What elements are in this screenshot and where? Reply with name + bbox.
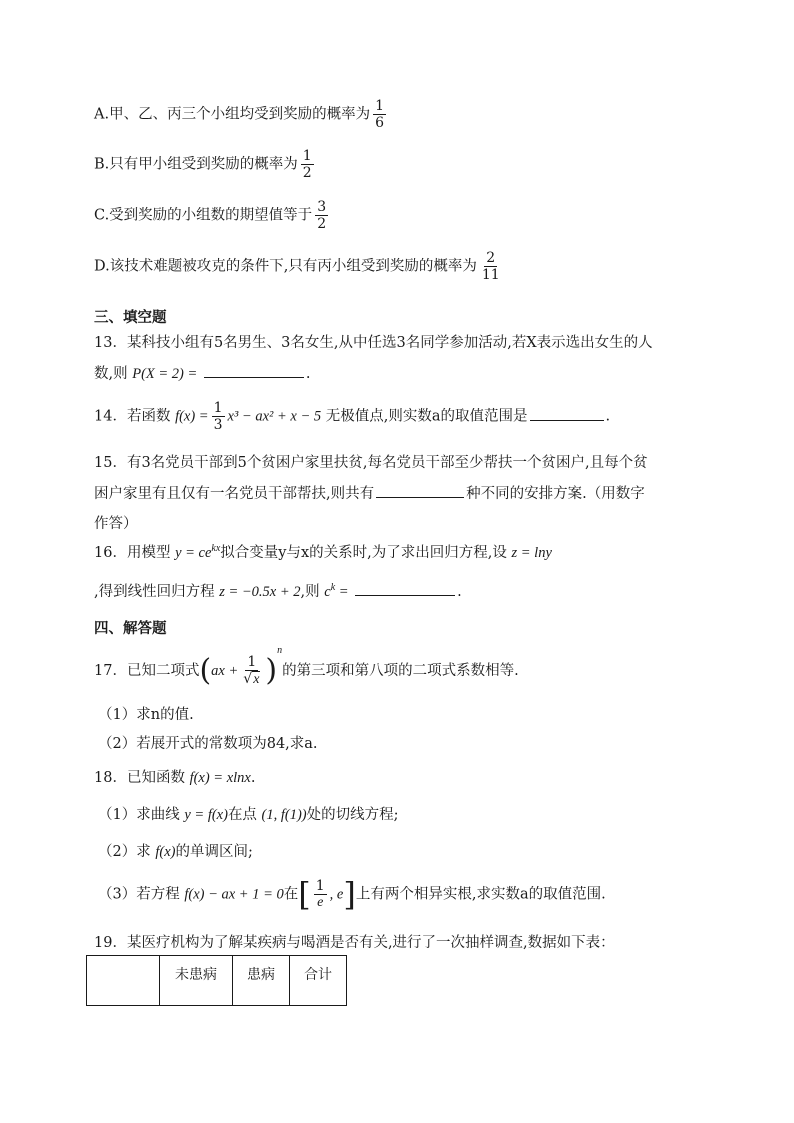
data-table: [86, 955, 347, 1006]
option-b-text: B.只有甲小组受到奖励的概率为: [94, 156, 298, 173]
math-expression: $y = ce^{kx}$: [175, 543, 221, 561]
table-header-cell: 患病: [233, 956, 290, 1006]
fraction: $\frac{2}{11}$: [481, 250, 500, 284]
section-heading-solutions: 四、解答题: [94, 621, 167, 637]
question-18-part-2: （2）求 f(x)的单调区间;: [98, 844, 253, 860]
option-d: [94, 250, 505, 283]
question-17: 17．已知二项式(ax + $\frac{1}{√x}$ )$^n$的第三项和第八项的二项式系数相等.: [94, 645, 519, 688]
question-19: 19．某医疗机构为了解某疾病与喝酒是否有关,进行了一次抽样调查,数据如下表：: [94, 935, 615, 951]
option-a-text: A.甲、乙、丙三个小组均受到奖励的概率为: [94, 106, 371, 123]
question-15-line-2: 困户家里有且仅有一名党员干部帮扶,则共有 种不同的安排方案.（用数字: [94, 482, 645, 503]
fraction: $\frac{1}{6}$: [375, 98, 385, 132]
option-a: [94, 98, 389, 131]
option-b: [94, 148, 317, 181]
question-16-line-2: ,得到线性回归方程 z = −0.5x + 2,则 $c^k$ = .: [94, 582, 462, 600]
fraction: $\frac{1}{√x}$: [243, 653, 260, 687]
option-c-text: C.受到奖励的小组数的期望值等于: [94, 207, 313, 224]
answer-blank[interactable]: [376, 483, 464, 498]
question-15-line-3: 作答）: [94, 516, 138, 532]
math-expression: P(X = 2) =: [132, 366, 198, 382]
table-header-cell: 合计: [290, 956, 347, 1006]
question-14: 14．若函数 f(x) = $\frac{1}{3}$ x³ − ax² + x − 5 无极值点,则实数a的取值范围是 .: [94, 400, 611, 434]
section-heading-fill-in: 三、填空题: [94, 310, 167, 326]
question-18-part-3: （3）若方程 f(x) − ax + 1 = 0在[ $\frac{1}{e}$ , e]上有两个相异实根,求实数a的取值范围.: [98, 875, 606, 914]
math-expression: x³ − ax² + x − 5: [227, 408, 322, 425]
question-13-line-1: 13．某科技小组有5名男生、3名女生,从中任选3名同学参加活动,若X表示选出女生的人: [94, 335, 653, 351]
question-13-line-2: 数,则 P(X = 2) = .: [94, 362, 311, 383]
option-d-text: D.该技术难题被攻克的条件下,只有丙小组受到奖励的概率为: [94, 258, 477, 275]
answer-blank[interactable]: [355, 581, 455, 596]
table-row: [87, 956, 347, 1006]
question-15-line-1: 15．有3名党员干部到5个贫困户家里扶贫,每名党员干部至少帮扶一个贫困户,且每个贫: [94, 455, 648, 471]
question-16-line-1: 16．用模型 $y = ce^{kx}$拟合变量y与x的关系时,为了求出回归方程,设 z = lny: [94, 543, 552, 561]
table-header-cell: 未患病: [160, 956, 233, 1006]
table-header-cell: [87, 956, 160, 1006]
fraction: $\frac{1}{e}$: [315, 878, 325, 911]
fraction: $\frac{1}{3}$: [213, 400, 223, 434]
question-17-part-1: （1）求n的值.: [98, 707, 194, 723]
answer-blank[interactable]: [204, 363, 304, 378]
question-18: 18．已知函数 f(x) = xlnx.: [94, 770, 256, 786]
question-17-part-2: （2）若展开式的常数项为84,求a.: [98, 736, 318, 752]
fraction: $\frac{3}{2}$: [317, 199, 327, 233]
answer-blank[interactable]: [530, 406, 604, 421]
fraction: $\frac{1}{2}$: [302, 148, 312, 182]
question-18-part-1: （1）求曲线 y = f(x)在点 (1, f(1))处的切线方程;: [98, 807, 399, 823]
option-c: [94, 199, 331, 232]
